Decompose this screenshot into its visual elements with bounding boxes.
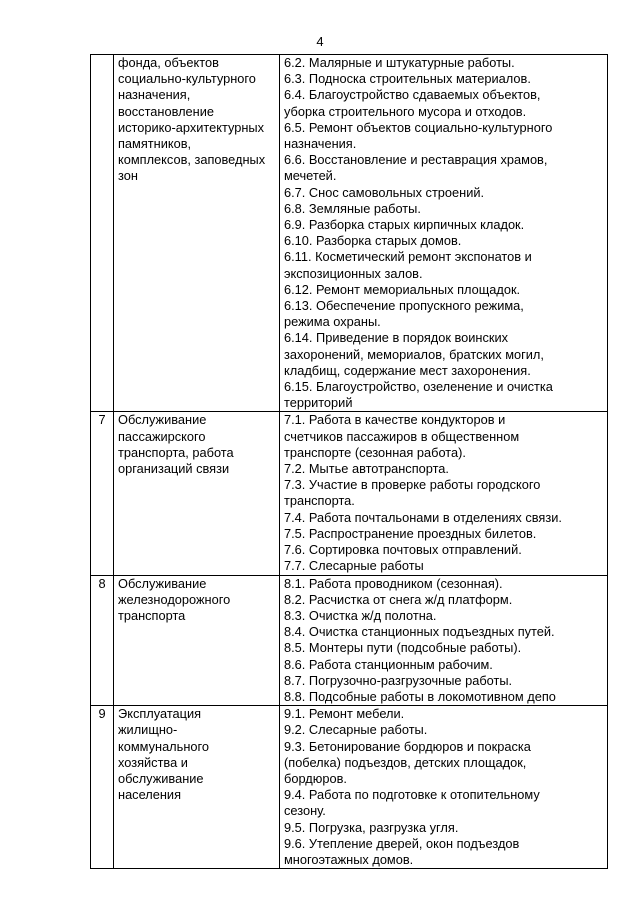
category-line: комплексов, заповедных xyxy=(118,152,266,168)
work-item-line: (побелка) подъездов, детских площадок, xyxy=(284,754,527,770)
category-cell xyxy=(114,55,280,412)
work-item-line: 8.3. Очистка ж/д полотна. xyxy=(284,607,437,623)
category-line: Обслуживание xyxy=(118,412,207,428)
work-item-line: кладбищ, содержание мест захоронения. xyxy=(284,362,531,378)
works-table xyxy=(90,54,608,869)
category-cell xyxy=(114,575,280,706)
category-line: назначения, xyxy=(118,87,191,103)
work-item-line: экспозиционных залов. xyxy=(284,265,423,281)
category-line: организаций связи xyxy=(118,461,230,477)
row-number: 8 xyxy=(98,575,106,591)
row-number-cell xyxy=(91,706,114,869)
work-item-line: 9.2. Слесарные работы. xyxy=(284,722,428,738)
row-number-cell xyxy=(91,575,114,706)
category-line: пассажирского xyxy=(118,428,206,444)
category-line: Эксплуатация xyxy=(118,706,202,722)
category-line: фонда, объектов xyxy=(118,55,219,70)
work-item-line: 7.5. Распространение проездных билетов. xyxy=(284,525,537,541)
works-cell xyxy=(280,575,608,706)
work-item-line: 6.9. Разборка старых кирпичных кладок. xyxy=(284,217,525,233)
page-number: 4 xyxy=(316,34,324,49)
work-item-line: 9.5. Погрузка, разгрузка угля. xyxy=(284,819,459,835)
row-number-cell xyxy=(91,412,114,575)
work-item-line: 8.8. Подсобные работы в локомотивном депо xyxy=(284,688,556,704)
work-item-line: территорий xyxy=(284,395,353,411)
category-line: транспорта, работа xyxy=(118,444,234,460)
category-line: населения xyxy=(118,787,182,803)
category-line: хозяйства и xyxy=(118,754,188,770)
category-line: железнодорожного xyxy=(118,591,231,607)
work-item-line: мечетей. xyxy=(284,168,337,184)
work-item-line: 6.14. Приведение в порядок воинских xyxy=(284,330,509,346)
category-line: Обслуживание xyxy=(118,575,207,591)
category-line: коммунального xyxy=(118,738,210,754)
work-item-line: 7.4. Работа почтальонами в отделениях связи. xyxy=(284,509,562,525)
work-item-line: 6.2. Малярные и штукатурные работы. xyxy=(284,55,515,70)
category-line: историко-архитектурных xyxy=(118,119,265,135)
work-item-line: 9.1. Ремонт мебели. xyxy=(284,706,405,722)
work-item-line: счетчиков пассажиров в общественном xyxy=(284,428,520,444)
work-item-line: 8.5. Монтеры пути (подсобные работы). xyxy=(284,640,522,656)
table-row xyxy=(91,55,608,412)
work-item-line: сезону. xyxy=(284,803,326,819)
work-item-line: 7.3. Участие в проверке работы городского xyxy=(284,477,541,493)
works-cell xyxy=(280,706,608,869)
work-item-line: 7.2. Мытье автотранспорта. xyxy=(284,461,449,477)
work-item-line: 9.6. Утепление дверей, окон подъездов xyxy=(284,835,520,851)
work-item-line: 6.12. Ремонт мемориальных площадок. xyxy=(284,281,521,297)
category-line: транспорта xyxy=(118,607,186,623)
work-item-line: 8.6. Работа станционным рабочим. xyxy=(284,656,493,672)
table-row xyxy=(91,412,608,575)
work-item-line: 8.7. Погрузочно-разгрузочные работы. xyxy=(284,672,513,688)
works-cell xyxy=(280,55,608,412)
work-item-line: захоронений, мемориалов, братских могил, xyxy=(284,346,544,362)
table-row xyxy=(91,706,608,869)
work-item-line: 6.3. Поднoска строительных материалов. xyxy=(284,71,531,87)
work-item-line: 8.1. Работа проводником (сезонная). xyxy=(284,575,503,591)
work-item-line: бордюров. xyxy=(284,770,347,786)
category-cell xyxy=(114,412,280,575)
work-item-line: 7.6. Сортировка почтовых отправлений. xyxy=(284,542,522,558)
row-number-cell xyxy=(91,55,114,412)
works-cell xyxy=(280,412,608,575)
work-item-line: 6.4. Благоустройство сдаваемых объектов, xyxy=(284,87,541,103)
work-item-line: режима охраны. xyxy=(284,314,381,330)
category-line: социально-культурного xyxy=(118,71,256,87)
work-item-line: 6.7. Снос самовольных строений. xyxy=(284,184,485,200)
category-line: восстановление xyxy=(118,103,215,119)
work-item-line: 8.4. Очистка станционных подъездных путей. xyxy=(284,624,555,640)
work-item-line: 6.15. Благоустройство, озеленение и очистка xyxy=(284,379,553,395)
work-item-line: 8.2. Расчистка от снега ж/д платформ. xyxy=(284,591,513,607)
work-item-line: многоэтажных домов. xyxy=(284,851,414,867)
work-item-line: 6.6. Восстановление и реставрация храмов, xyxy=(284,152,548,168)
category-cell xyxy=(114,706,280,869)
category-line: памятников, xyxy=(118,136,192,152)
work-item-line: транспорте (сезонная работа). xyxy=(284,444,466,460)
table-row xyxy=(91,575,608,706)
row-number: 7 xyxy=(98,412,106,428)
work-item-line: назначения. xyxy=(284,136,357,152)
works-table-body xyxy=(91,55,608,869)
work-item-line: уборка строительного мусора и отходов. xyxy=(284,103,527,119)
work-item-line: 9.3. Бетонирование бордюров и покраска xyxy=(284,738,531,754)
work-item-line: 9.4. Работа по подготовке к отопительному xyxy=(284,787,540,803)
work-item-line: 6.10. Разборка старых домов. xyxy=(284,233,462,249)
work-item-line: транспорта. xyxy=(284,493,355,509)
work-item-line: 6.13. Обеспечение пропускного режима, xyxy=(284,298,524,314)
category-line: обслуживание xyxy=(118,770,204,786)
category-line: жилищно- xyxy=(118,722,178,738)
work-item-line: 6.8. Земляные работы. xyxy=(284,200,421,216)
row-number: 9 xyxy=(98,706,106,722)
category-line: зон xyxy=(118,168,138,184)
work-item-line: 6.5. Ремонт объектов социально-культурного xyxy=(284,119,553,135)
work-item-line: 7.7. Слесарные работы xyxy=(284,558,424,574)
work-item-line: 7.1. Работа в качестве кондукторов и xyxy=(284,412,506,428)
work-item-line: 6.11. Косметический ремонт экспонатов и xyxy=(284,249,532,265)
